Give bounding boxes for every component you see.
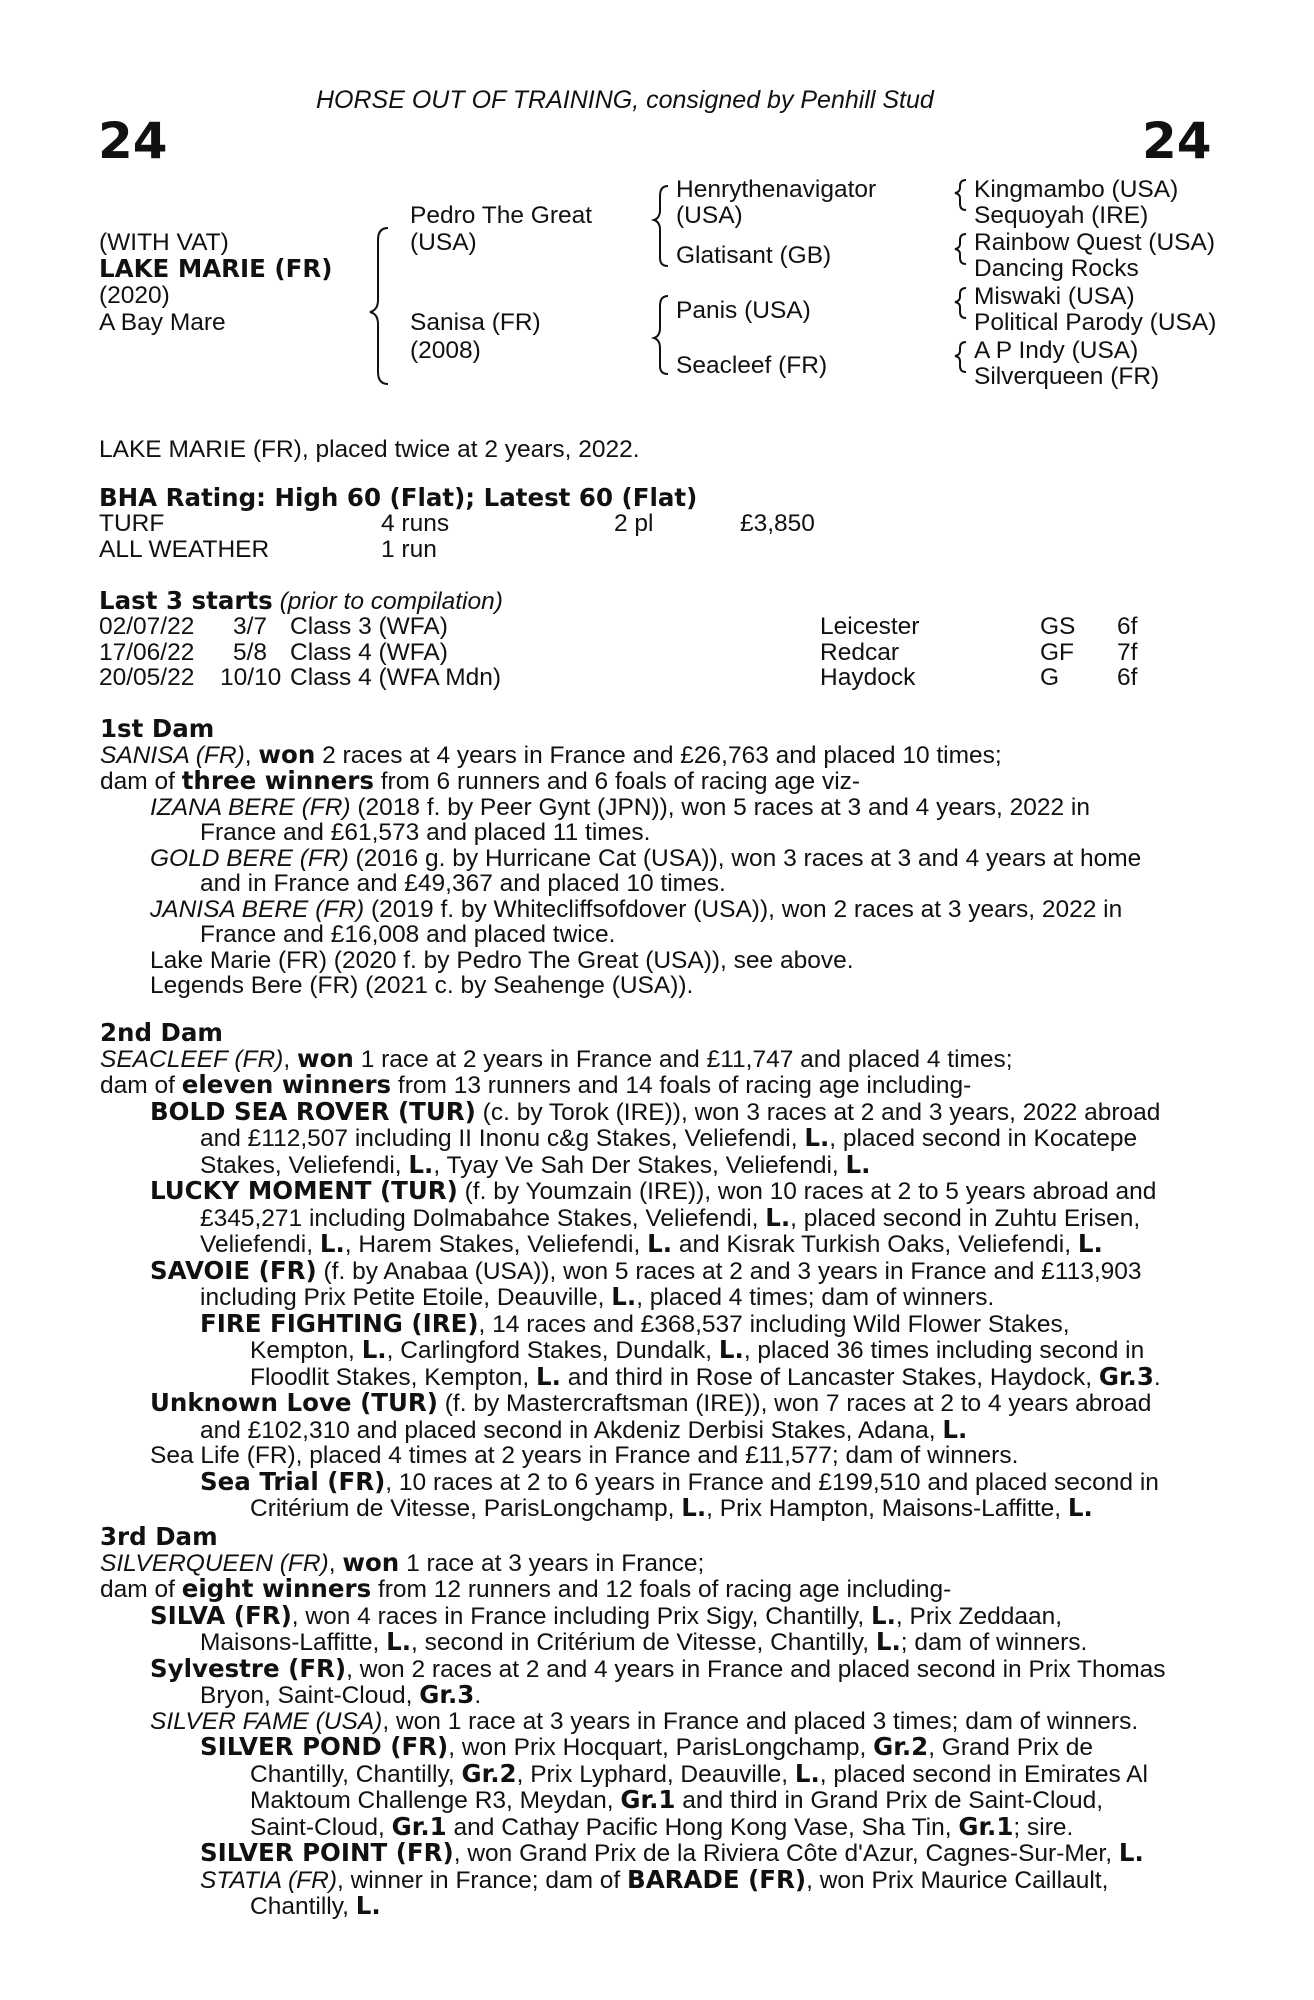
progeny-name: SILVA (FR) — [150, 1600, 292, 1630]
progeny-record: , won 1 race at 3 years in France and placed 3 times; dam of winners. — [382, 1707, 1139, 1735]
g3-6: Political Parody (USA) — [974, 309, 1217, 336]
listed-label: L. — [535, 1361, 561, 1391]
progeny-name: SAVOIE (FR) — [150, 1255, 317, 1285]
first-dam-section: 1st Dam SANISA (FR), won 2 races at 4 years in France and £26,763 and placed 10 times; dam of three winners from 6 runners and 6 foals of racing age viz- IZANA BERE (FR) (2018 f. by Peer Gynt (JPN)), won 5 races at 3 and 4 years, 2022 in France and £61,573 and placed 11 times. GOLD BERE (FR) (2016 g. by Hurricane Cat (USA)), won 3 races at 3 and 4 years at home and in France and £49,367 and placed 10 times. JANISA BERE (FR) (2019 f. by Whitecliffsofdover (USA)), won 2 races at 3 years, 2022 in France and £16,008 and placed twice. Lake Marie (FR) (2020 f. by Pedro The Great (USA)), see above. Legends Bere (FR) (2021 c. by Seahenge (USA)). — [100, 716, 1205, 999]
rating-runs: 4 runs — [381, 510, 450, 537]
dam-line-2: (2008) — [410, 337, 481, 364]
text: . — [1153, 1363, 1161, 1391]
race-summary: LAKE MARIE (FR), placed twice at 2 years, 2022. — [99, 436, 640, 463]
g3-5: Miswaki (USA) — [974, 283, 1135, 310]
progeny-record: and £112,507 including II Inonu c&g Stakes, Veliefendi, — [200, 1125, 805, 1152]
progeny-name: GOLD BERE (FR) — [150, 844, 349, 872]
group-label: Gr.1 — [391, 1811, 447, 1841]
third-dam-record: 1 race at 3 years in France; — [399, 1549, 705, 1577]
listed-label: L. — [319, 1229, 345, 1258]
vat-label: (WITH VAT) — [99, 229, 229, 256]
start-course: Leicester — [820, 613, 920, 640]
horse-description: A Bay Mare — [99, 309, 226, 336]
text: from 6 runners and 6 foals of racing age viz- — [373, 768, 861, 795]
progeny-record: (f. by Youmzain (IRE)), won 10 races at 2 to 5 years abroad and — [457, 1178, 1157, 1205]
second-dam-record: 1 race at 2 years in France and £11,747 and placed 4 times; — [353, 1045, 1013, 1073]
progeny-record: (c. by Torok (IRE)), won 3 races at 2 and 3 years, 2022 abroad — [475, 1098, 1161, 1126]
progeny-record: and £102,310 and placed second in Akdeniz Derbisi Stakes, Adana, — [200, 1416, 943, 1444]
progeny-record: ; sire. — [1013, 1813, 1074, 1841]
start-course: Redcar — [820, 639, 899, 666]
lot-number-left: 24 — [98, 112, 168, 170]
progeny-record: France and £61,573 and placed 11 times. — [200, 819, 651, 846]
third-dam-name: SILVERQUEEN (FR) — [100, 1549, 329, 1577]
sire-line-2: (USA) — [410, 229, 477, 256]
winners-count: eleven winners — [181, 1070, 392, 1099]
progeny-record: Bryon, Saint-Cloud, — [200, 1682, 420, 1709]
listed-label: L. — [804, 1123, 830, 1152]
progeny-record: and Cathay Pacific Hong Kong Vase, Sha Tin, — [446, 1813, 959, 1841]
progeny-record: , 14 races and £368,537 including Wild Flower Stakes, — [478, 1310, 1070, 1338]
text: dam of — [100, 1072, 182, 1099]
progeny-record: Chantilly, — [250, 1893, 356, 1920]
progeny-record: , won Prix Hocquart, ParisLongchamp, — [448, 1734, 874, 1761]
progeny-name: SILVER POINT (FR) — [200, 1838, 454, 1867]
progeny-record: Critérium de Vitesse, ParisLongchamp, — [250, 1495, 682, 1522]
start-going: GS — [1040, 613, 1076, 640]
last-starts-title: Last 3 starts — [99, 586, 273, 615]
rating-runs: 1 run — [381, 536, 437, 563]
winners-count: eight winners — [181, 1574, 372, 1603]
bha-rating-title: BHA Rating: High 60 (Flat); Latest 60 (Flat) — [99, 483, 698, 512]
sire-line-1: Pedro The Great — [410, 202, 593, 229]
listed-label: L. — [408, 1149, 434, 1179]
g3-2: Sequoyah (IRE) — [974, 202, 1149, 229]
rating-prize: £3,850 — [740, 510, 815, 537]
progeny-record: Chantilly, Chantilly, — [250, 1760, 462, 1788]
start-class: Class 4 (WFA Mdn) — [290, 664, 502, 691]
rating-placed: 2 pl — [614, 510, 654, 537]
text: dam of — [100, 1576, 182, 1603]
progeny-record: , Harem Stakes, Veliefendi, — [344, 1231, 648, 1258]
progeny-record: , second in Critérium de Vitesse, Chantilly, — [411, 1629, 876, 1656]
text: from 12 runners and 12 foals of racing age including- — [371, 1576, 952, 1603]
g3-7: A P Indy (USA) — [974, 337, 1139, 364]
third-dam-section: 3rd Dam SILVERQUEEN (FR), won 1 race at 3 years in France; dam of eight winners from 12 runners and 12 foals of racing age including- SILVA (FR), won 4 races in France including Prix Sigy, Chantilly, L., Prix Zeddaan, Maisons-Laffitte, L., second in Critérium de Vitesse, Chantilly, L.; dam of winners. Sylvestre (FR), won 2 races at 2 and 4 years in France and placed second in Prix Thomas Bryon, Saint-Cloud, Gr.3. SILVER FAME (USA), won 1 race at 3 years in France and placed 3 times; dam of winners. SILVER POND (FR), won Prix Hocquart, ParisLongchamp, Gr.2, Grand Prix de Chantilly, Chantilly, Gr.2, Prix Lyphard, Deauville, L., placed second in Emirates Al Maktoum Challenge R3, Meydan, Gr.1 and third in Grand Prix de Saint-Cloud, Saint-Cloud, Gr.1 and Cathay Pacific Hong Kong Vase, Sha Tin, Gr.1; sire. SILVER POINT (FR), won Grand Prix de la Riviera Côte d'Azur, Cagnes-Sur-Mer, L. STATIA (FR), winner in France; dam of BARADE (FR), won Prix Maurice Caillault, Chantilly, L. — [100, 1524, 1205, 1920]
listed-label: L. — [611, 1282, 637, 1311]
g3-4: Dancing Rocks — [974, 255, 1139, 282]
dam-dam: Seacleef (FR) — [676, 352, 828, 379]
listed-label: L. — [1067, 1493, 1093, 1522]
listed-label: L. — [765, 1202, 791, 1232]
text: dam of — [100, 768, 182, 795]
rating-surface: ALL WEATHER — [99, 536, 270, 563]
won-label: won — [342, 1547, 400, 1577]
listed-label: L. — [870, 1600, 896, 1630]
progeny-record: and in France and £49,367 and placed 10 times. — [200, 870, 726, 897]
progeny-record: (2016 g. by Hurricane Cat (USA)), won 3 races at 3 and 4 years at home — [348, 844, 1142, 872]
progeny-record: , Prix Hampton, Maisons-Laffitte, — [706, 1495, 1068, 1522]
start-distance: 6f — [1117, 613, 1138, 640]
start-class: Class 3 (WFA) — [290, 613, 448, 640]
horse-year: (2020) — [99, 282, 170, 309]
start-date: 17/06/22 — [99, 639, 195, 666]
last-starts-note: (prior to compilation) — [279, 588, 503, 615]
group-label: Gr.1 — [958, 1811, 1014, 1841]
sire-sire-line-1: Henrythenavigator — [676, 176, 877, 203]
progeny-record: , won 2 races at 2 and 4 years in France and placed second in Prix Thomas — [346, 1655, 1166, 1683]
progeny-record: and third in Grand Prix de Saint-Cloud, — [675, 1787, 1104, 1814]
start-position: 10/10 — [220, 664, 282, 691]
progeny-record: , Tyay Ve Sah Der Stakes, Veliefendi, — [433, 1151, 846, 1179]
dam-sire: Panis (USA) — [676, 297, 811, 324]
progeny-record: Maisons-Laffitte, — [200, 1629, 387, 1656]
second-dam-section: 2nd Dam SEACLEEF (FR), won 1 race at 2 years in France and £11,747 and placed 4 times; dam of eleven winners from 13 runners and 14 foals of racing age including- BOLD SEA ROVER (TUR) (c. by Torok (IRE)), won 3 races at 2 and 3 years, 2022 abroad and £112,507 including II Inonu c&g Stakes, Veliefendi, L., placed second in Kocatepe Stakes, Veliefendi, L., Tyay Ve Sah Der Stakes, Veliefendi, L. LUCKY MOMENT (TUR) (f. by Youmzain (IRE)), won 10 races at 2 to 5 years abroad and £345,271 including Dolmabahce Stakes, Veliefendi, L., placed second in Zuhtu Erisen, Veliefendi, L., Harem Stakes, Veliefendi, L. and Kisrak Turkish Oaks, Veliefendi, L. SAVOIE (FR) (f. by Anabaa (USA)), won 5 races at 2 and 3 years in France and £113,903 including Prix Petite Etoile, Deauville, L., placed 4 times; dam of winners. FIRE FIGHTING (IRE), 14 races and £368,537 including Wild Flower Stakes, Kempton, L., Carlingford Stakes, Dundalk, L., placed 36 times including second in Floodlit Stakes, Kempton, L. and third in Rose of Lancaster Stakes, Haydock, Gr.3. Unknown Love (TUR) (f. by Mastercraftsman (IRE)), won 7 races at 2 to 4 years abroad and £102,310 and placed second in Akdeniz Derbisi Stakes, Adana, L. Sea Life (FR), placed 4 times at 2 years in France and £11,577; dam of winners. Sea Trial (FR), 10 races at 2 to 6 years in France and £199,510 and placed second in Critérium de Vitesse, ParisLongchamp, L., Prix Hampton, Maisons-Laffitte, L. — [100, 1020, 1205, 1522]
listed-label: L. — [361, 1335, 387, 1364]
progeny-name: Unknown Love (TUR) — [150, 1388, 438, 1417]
progeny-record: France and £16,008 and placed twice. — [200, 921, 616, 948]
listed-label: L. — [1077, 1229, 1103, 1258]
progeny-record: Floodlit Stakes, Kempton, — [250, 1363, 536, 1391]
group-label: Gr.3 — [419, 1680, 475, 1709]
sire-dam: Glatisant (GB) — [676, 242, 832, 269]
group-label: Gr.2 — [873, 1732, 929, 1761]
progeny-record: (f. by Anabaa (USA)), won 5 races at 2 and 3 years in France and £113,903 — [316, 1257, 1142, 1285]
progeny-record: and Kisrak Turkish Oaks, Veliefendi, — [672, 1231, 1078, 1258]
sire-sire-line-2: (USA) — [676, 202, 743, 229]
progeny-record: Legends Bere (FR) (2021 c. by Seahenge (USA)). — [150, 972, 694, 999]
progeny-record: Stakes, Veliefendi, — [200, 1151, 409, 1179]
rating-surface: TURF — [99, 510, 165, 537]
text: . — [474, 1682, 482, 1709]
progeny-record: , winner in France; dam of — [337, 1866, 628, 1894]
listed-label: L. — [647, 1229, 673, 1258]
progeny-record: , placed second in Zuhtu Erisen, — [790, 1204, 1141, 1232]
progeny-record: , 10 races at 2 to 6 years in France and £199,510 and placed second in — [385, 1468, 1159, 1496]
progeny-record: , placed second in Kocatepe — [829, 1125, 1138, 1152]
progeny-record: Sea Life (FR), placed 4 times at 2 years in France and £11,577; dam of winners. — [150, 1442, 1019, 1469]
progeny-name: BOLD SEA ROVER (TUR) — [150, 1096, 476, 1126]
text: from 13 runners and 14 foals of racing age including- — [391, 1072, 972, 1099]
start-distance: 6f — [1117, 664, 1138, 691]
progeny-name: BARADE (FR) — [627, 1864, 807, 1894]
third-dam-heading: 3rd Dam — [100, 1522, 218, 1551]
won-label: won — [258, 739, 316, 769]
first-dam-name: SANISA (FR) — [100, 741, 245, 769]
start-going: G — [1040, 664, 1060, 691]
winners-count: three winners — [181, 766, 374, 795]
last-starts-heading — [99, 586, 503, 615]
first-dam-heading: 1st Dam — [100, 714, 215, 743]
progeny-record: and third in Rose of Lancaster Stakes, Haydock, — [560, 1363, 1099, 1391]
start-position: 5/8 — [233, 639, 268, 666]
g3-3: Rainbow Quest (USA) — [974, 229, 1216, 256]
first-dam-record: 2 races at 4 years in France and £26,763 and placed 10 times; — [315, 741, 1002, 769]
progeny-name: SILVER FAME (USA) — [150, 1707, 383, 1735]
progeny-record: , Prix Zeddaan, — [895, 1602, 1063, 1630]
start-class: Class 4 (WFA) — [290, 639, 448, 666]
horse-name: LAKE MARIE (FR) — [99, 254, 333, 283]
start-course: Haydock — [820, 664, 916, 691]
progeny-record: , Carlingford Stakes, Dundalk, — [386, 1337, 719, 1364]
group-label: Gr.2 — [461, 1758, 517, 1788]
progeny-name: JANISA BERE (FR) — [150, 895, 365, 923]
progeny-record: Lake Marie (FR) (2020 f. by Pedro The Great (USA)), see above. — [150, 946, 854, 974]
progeny-record: , won Prix Maurice Caillault, — [806, 1866, 1109, 1894]
listed-label: L. — [875, 1627, 901, 1656]
progeny-name: Sylvestre (FR) — [150, 1653, 347, 1683]
start-date: 20/05/22 — [99, 664, 195, 691]
progeny-name: STATIA (FR) — [200, 1866, 337, 1894]
progeny-record: , won Grand Prix de la Riviera Côte d'Azur, Cagnes-Sur-Mer, — [453, 1840, 1119, 1867]
progeny-record: (2019 f. by Whitecliffsofdover (USA)), won 2 races at 3 years, 2022 in — [364, 895, 1123, 923]
progeny-record: , placed second in Emirates Al — [819, 1760, 1148, 1788]
progeny-record: Saint-Cloud, — [250, 1813, 392, 1841]
listed-label: L. — [681, 1493, 707, 1522]
listed-label: L. — [386, 1627, 412, 1656]
second-dam-heading: 2nd Dam — [100, 1018, 223, 1047]
progeny-record: Maktoum Challenge R3, Meydan, — [250, 1787, 621, 1814]
progeny-record: Kempton, — [250, 1337, 362, 1364]
lot-number-right: 24 — [1142, 112, 1212, 170]
start-distance: 7f — [1117, 639, 1138, 666]
listed-label: L. — [845, 1149, 871, 1179]
progeny-record: ; dam of winners. — [900, 1629, 1088, 1656]
listed-label: L. — [1118, 1838, 1144, 1867]
progeny-record: , Grand Prix de — [928, 1734, 1093, 1761]
progeny-record: Veliefendi, — [200, 1231, 320, 1258]
listed-label: L. — [718, 1335, 744, 1364]
g3-8: Silverqueen (FR) — [974, 363, 1160, 390]
progeny-name: LUCKY MOMENT (TUR) — [150, 1176, 458, 1205]
progeny-name: SILVER POND (FR) — [200, 1732, 449, 1761]
progeny-name: FIRE FIGHTING (IRE) — [200, 1308, 479, 1338]
progeny-record: , Prix Lyphard, Deauville, — [516, 1760, 795, 1788]
dam-line-1: Sanisa (FR) — [410, 309, 541, 336]
g3-1: Kingmambo (USA) — [974, 176, 1179, 203]
start-going: GF — [1040, 639, 1075, 666]
won-label: won — [296, 1043, 354, 1073]
progeny-record: , placed 36 times including second in — [743, 1337, 1145, 1364]
group-label: Gr.3 — [1098, 1361, 1154, 1391]
progeny-name: IZANA BERE (FR) — [150, 793, 351, 821]
progeny-record: , placed 4 times; dam of winners. — [636, 1284, 995, 1311]
start-position: 3/7 — [233, 613, 268, 640]
listed-label: L. — [355, 1891, 381, 1920]
progeny-record: (f. by Mastercraftsman (IRE)), won 7 races at 2 to 4 years abroad — [437, 1390, 1152, 1417]
progeny-record: £345,271 including Dolmabahce Stakes, Veliefendi, — [200, 1204, 766, 1232]
group-label: Gr.1 — [620, 1785, 676, 1814]
listed-label: L. — [942, 1414, 968, 1444]
second-dam-name: SEACLEEF (FR) — [100, 1045, 284, 1073]
listed-label: L. — [794, 1758, 820, 1788]
progeny-name: Sea Trial (FR) — [200, 1466, 386, 1496]
consignment-line: HORSE OUT OF TRAINING, consigned by Penhill Stud — [316, 86, 934, 114]
progeny-record: (2018 f. by Peer Gynt (JPN)), won 5 races at 3 and 4 years, 2022 in — [350, 793, 1090, 821]
progeny-record: including Prix Petite Etoile, Deauville, — [200, 1284, 612, 1311]
start-date: 02/07/22 — [99, 613, 195, 640]
progeny-record: , won 4 races in France including Prix Sigy, Chantilly, — [291, 1602, 871, 1630]
